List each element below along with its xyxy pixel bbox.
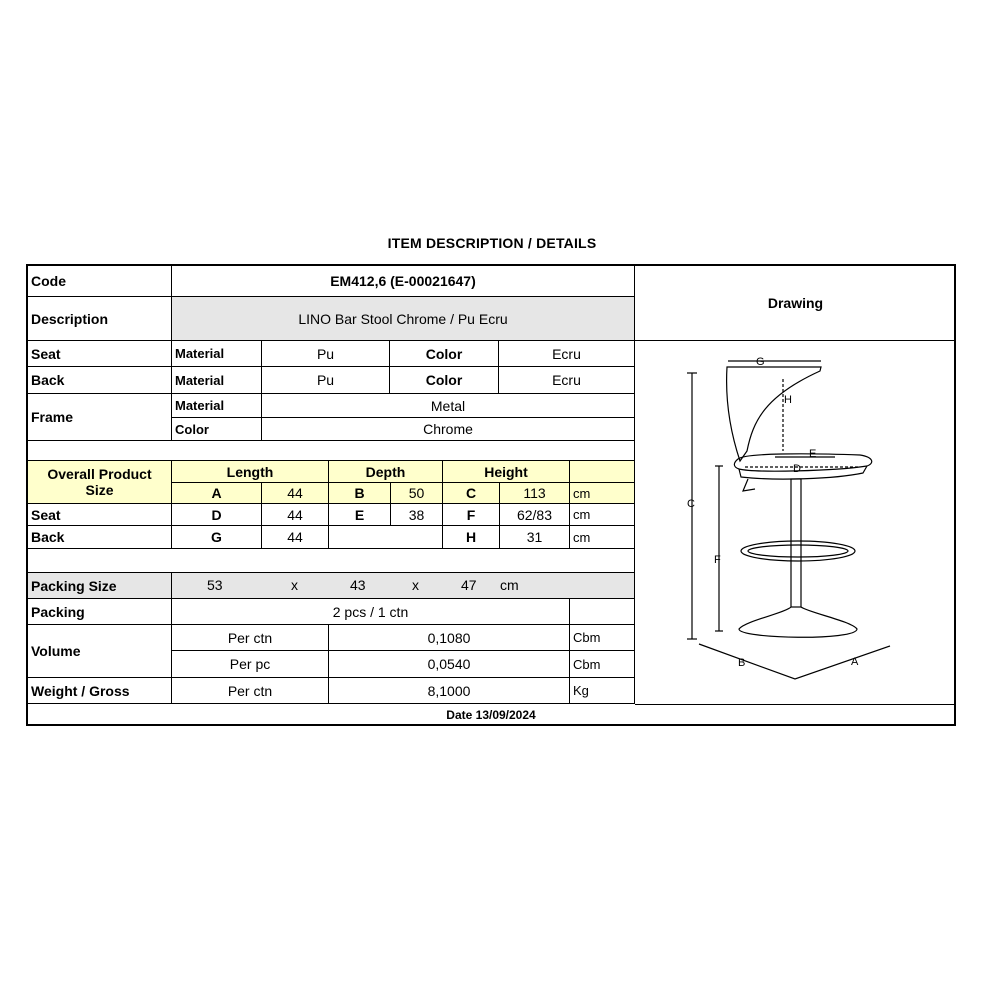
dim-a-value: 44 [262,483,329,504]
frame-material-label: Material [172,394,262,418]
footrest-ring-inner [748,545,848,557]
back-color-label: Color [390,367,499,394]
lever-shape [743,479,755,491]
mark-g: G [756,356,765,368]
length-header: Length [172,461,329,483]
packing-label: Packing [28,599,172,625]
seat-dims-label: Seat [28,504,172,526]
seat-color: Ecru [499,341,635,367]
packing-x-2: x [412,577,419,593]
dim-b-value: 50 [391,483,443,504]
seat-label: Seat [28,341,172,367]
overall-size-label [28,461,172,504]
volume-unit-pc: Cbm [570,651,635,678]
code-value: EM412,6 (E-00021647) [172,266,635,297]
weight-label: Weight / Gross [28,678,172,704]
dim-f-value: 62/83 [500,504,570,526]
frame-color-label: Color [172,418,262,441]
back-empty-cell [329,526,443,549]
mark-a: A [851,656,859,668]
seat-material-label: Material [172,341,262,367]
dim-f-letter: F [443,504,500,526]
overall-size-line2: Size [85,482,114,498]
volume-per-pc: 0,0540 [329,651,570,678]
volume-per-ctn-label: Per ctn [172,625,329,651]
dim-a-letter: A [172,483,262,504]
packing-width: 43 [350,577,366,593]
page-title: ITEM DESCRIPTION / DETAILS [387,235,597,251]
packing-x-1: x [291,577,298,593]
frame-material: Metal [262,394,635,418]
mark-d: D [793,463,801,475]
volume-label: Volume [28,625,172,678]
back-label: Back [28,367,172,394]
packing-size-values [172,573,635,599]
volume-per-ctn: 0,1080 [329,625,570,651]
mark-f: F [714,554,721,566]
mark-c: C [687,498,695,510]
spacer-row-2 [28,549,635,573]
dim-g-value: 44 [262,526,329,549]
depth-header: Depth [329,461,443,483]
seat-material: Pu [262,341,390,367]
height-header: Height [443,461,570,483]
dim-c-value: 113 [500,483,570,504]
back-material: Pu [262,367,390,394]
description-label: Description [28,297,172,341]
mark-b: B [738,657,746,669]
frame-color: Chrome [262,418,635,441]
dim-d-value: 44 [262,504,329,526]
back-dims-label: Back [28,526,172,549]
unit-header [570,461,635,483]
volume-per-pc-label: Per pc [172,651,329,678]
back-material-label: Material [172,367,262,394]
dim-c-letter: C [443,483,500,504]
mark-e: E [809,448,817,460]
dim-e-letter: E [329,504,391,526]
packing-size-label: Packing Size [28,573,172,599]
drawing-area [635,341,956,705]
bar-stool-drawing [635,341,956,704]
item-sheet [26,264,956,726]
code-label: Code [28,266,172,297]
packing-empty-cell [570,599,635,625]
packing-height: 47 [461,577,477,593]
dim-ab-line [699,644,890,679]
mark-h: H [784,394,792,406]
weight-per-label: Per ctn [172,678,329,704]
dim-b-letter: B [329,483,391,504]
frame-label: Frame [28,394,172,441]
base-shape [739,607,857,637]
packing-unit: cm [500,577,519,593]
dim-h-letter: H [443,526,500,549]
weight-value: 8,1000 [329,678,570,704]
seat-unit: cm [570,504,635,526]
volume-unit-ctn: Cbm [570,625,635,651]
backrest-shape [727,367,821,461]
drawing-label: Drawing [635,266,956,341]
overall-size-line1: Overall Product [47,466,152,482]
dim-d-letter: D [172,504,262,526]
back-unit: cm [570,526,635,549]
overall-unit: cm [570,483,635,504]
spacer-row [28,441,635,461]
dim-g-letter: G [172,526,262,549]
packing-length: 53 [207,577,223,593]
packing-value: 2 pcs / 1 ctn [172,599,570,625]
date-footer: Date 13/09/2024 [446,708,536,722]
column-shape [791,479,801,607]
dim-h-value: 31 [500,526,570,549]
weight-unit: Kg [570,678,635,704]
seat-color-label: Color [390,341,499,367]
description-value: LINO Bar Stool Chrome / Pu Ecru [172,297,635,341]
footrest-ring [741,541,855,561]
back-color: Ecru [499,367,635,394]
drawing-labels [687,356,859,669]
dim-e-value: 38 [391,504,443,526]
